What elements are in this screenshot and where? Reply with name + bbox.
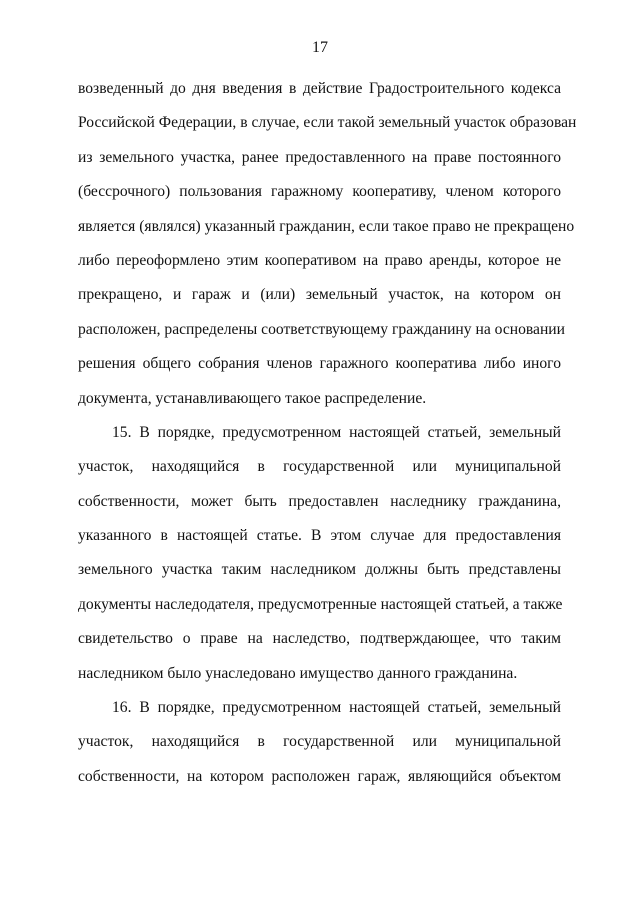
text-line: расположен, распределены соответствующему гражданину на основании	[78, 320, 565, 338]
page-number: 17	[312, 39, 328, 56]
text-line: собственности, на котором расположен гараж, являющийся объектом	[78, 767, 561, 785]
text-line: (бессрочного) пользования гаражному кооперативу, членом которого	[78, 183, 561, 201]
text-line: 16. В порядке, предусмотренном настоящей статьей, земельный	[112, 699, 561, 717]
text-line: либо переоформлено этим кооперативом на право аренды, которое не	[78, 251, 561, 269]
paragraph-continuation	[78, 75, 577, 419]
text-line: земельного участка таким наследником должны быть представлены	[78, 561, 561, 579]
text-line: документы наследодателя, предусмотренные настоящей статьей, а также	[78, 595, 563, 613]
text-line: из земельного участка, ранее предоставленного на праве постоянного	[78, 148, 561, 166]
text-line: прекращено, и гараж и (или) земельный участок, на котором он	[78, 286, 561, 304]
paragraph-15	[78, 419, 561, 694]
text-line: решения общего собрания членов гаражного кооператива либо иного	[78, 355, 561, 373]
text-line: указанного в настоящей статье. В этом случае для предоставления	[78, 527, 561, 545]
text-line: документа, устанавливающего такое распределение.	[78, 389, 427, 407]
paragraph-16	[78, 694, 561, 797]
text-line: является (являлся) указанный гражданин, если такое право не прекращено	[78, 217, 575, 235]
text-line: собственности, может быть предоставлен наследнику гражданина,	[78, 492, 561, 510]
text-line: Российской Федерации, в случае, если такой земельный участок образован	[78, 114, 577, 132]
text-line: наследником было унаследовано имущество данного гражданина.	[78, 664, 518, 682]
text-line: 15. В порядке, предусмотренном настоящей статьей, земельный	[112, 423, 561, 441]
text-line: свидетельство о праве на наследство, подтверждающее, что таким	[78, 630, 561, 648]
text-line: участок, находящийся в государственной или муниципальной	[78, 458, 561, 476]
text-line: возведенный до дня введения в действие Градостроительного кодекса	[78, 80, 561, 97]
text-line: участок, находящийся в государственной или муниципальной	[78, 733, 561, 751]
document-body	[78, 75, 577, 797]
